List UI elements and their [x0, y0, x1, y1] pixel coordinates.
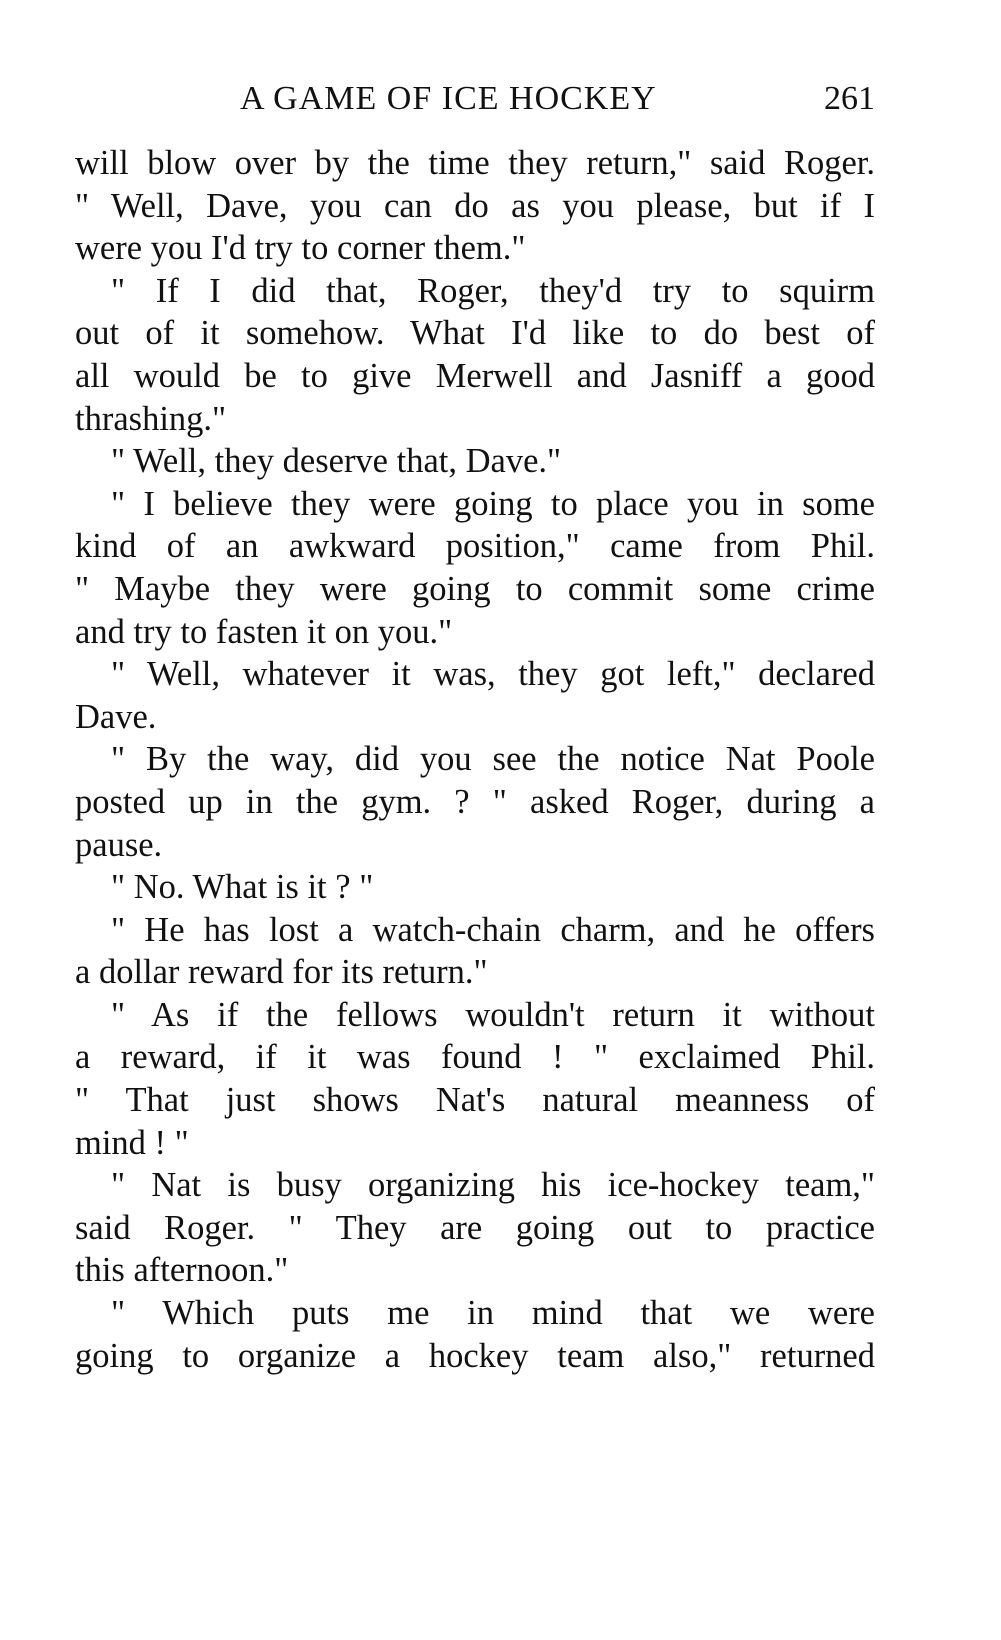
page-number: 261: [824, 80, 875, 117]
text-line: thrashing.": [75, 399, 227, 438]
text-line: " No. What is it ? ": [111, 868, 374, 907]
running-head: [75, 80, 875, 124]
book-page: [75, 0, 875, 1640]
text-line: pause.: [75, 825, 163, 864]
text-line: all would be to give Merwell and Jasniff a good: [75, 356, 875, 395]
text-line: posted up in the gym. ? " asked Roger, during a: [75, 782, 875, 821]
text-line: " Well, whatever it was, they got left," declared: [111, 655, 875, 694]
text-line: " Nat is busy organizing his ice-hockey team,": [111, 1166, 875, 1205]
text-line: " That just shows Nat's natural meanness of: [75, 1081, 875, 1120]
text-line: " Maybe they were going to commit some crime: [75, 569, 875, 608]
text-line: " I believe they were going to place you in some: [111, 484, 875, 523]
text-line: " Well, they deserve that, Dave.": [111, 442, 562, 481]
text-line: Dave.: [75, 697, 157, 736]
text-line: going to organize a hockey team also," returned: [75, 1336, 875, 1375]
text-line: were you I'd try to corner them.": [75, 229, 526, 268]
text-line: a dollar reward for its return.": [75, 953, 488, 992]
text-line: out of it somehow. What I'd like to do best of: [75, 314, 875, 353]
text-line: this afternoon.": [75, 1251, 289, 1290]
text-line: " He has lost a watch-chain charm, and he offers: [111, 910, 875, 949]
text-line: " If I did that, Roger, they'd try to squirm: [111, 271, 875, 310]
text-line: mind ! ": [75, 1123, 189, 1162]
body-text: [75, 142, 875, 1377]
text-line: said Roger. " They are going out to practice: [75, 1208, 875, 1247]
text-line: kind of an awkward position," came from Phil.: [75, 527, 875, 566]
text-line: " Well, Dave, you can do as you please, but if I: [75, 186, 875, 225]
text-line: a reward, if it was found ! " exclaimed Phil.: [75, 1038, 875, 1077]
running-title: A GAME OF ICE HOCKEY: [240, 80, 657, 117]
text-line: " As if the fellows wouldn't return it without: [111, 995, 875, 1034]
text-line: will blow over by the time they return," said Roger.: [75, 144, 875, 182]
text-line: " By the way, did you see the notice Nat Poole: [111, 740, 875, 779]
text-line: " Which puts me in mind that we were: [111, 1294, 875, 1333]
text-line: and try to fasten it on you.": [75, 612, 453, 651]
